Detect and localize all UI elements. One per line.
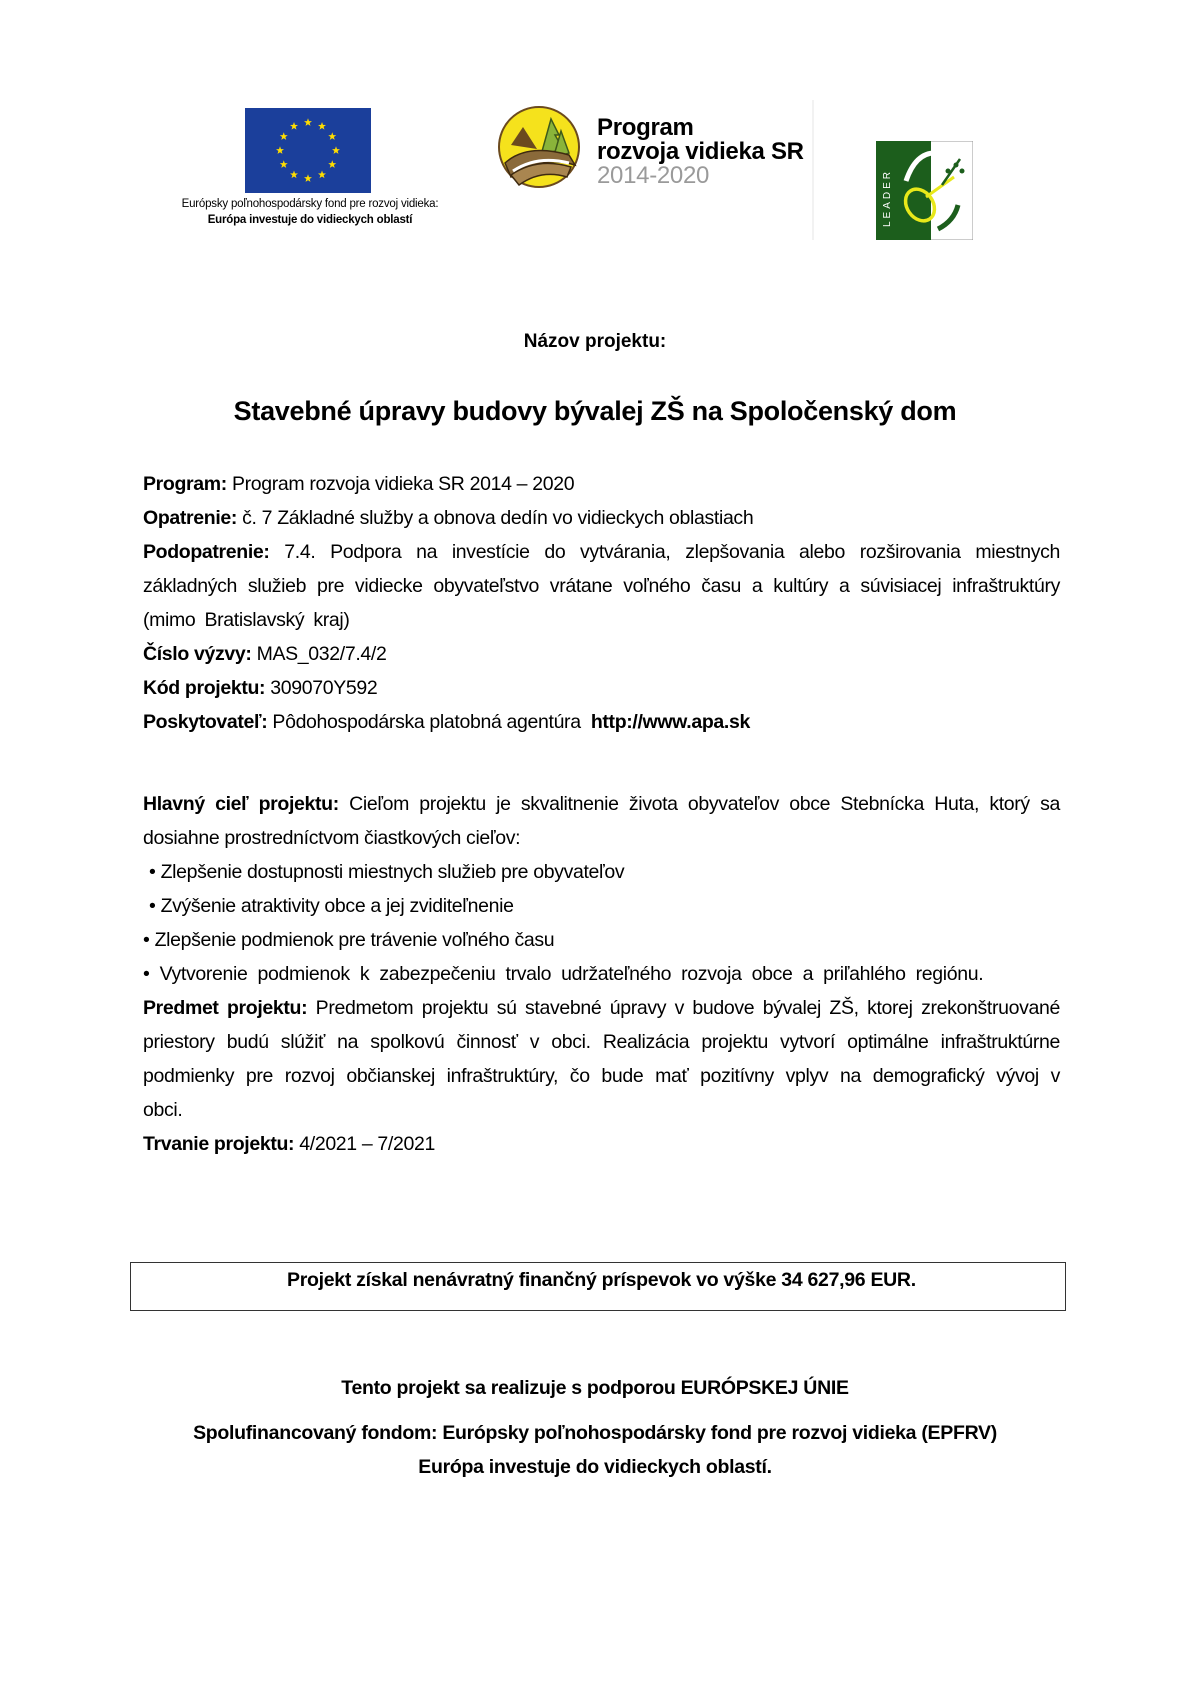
eu-star-icon (290, 122, 298, 130)
detail-program: Program: Program rozvoja vidieka SR 2014 – 2020 (143, 473, 575, 495)
grant-text: Projekt získal nenávratný finančný príspevok vo výške 34 627,96 EUR. (287, 1269, 916, 1291)
prv-years: 2014-2020 (597, 162, 710, 189)
prv-line1: Program (597, 114, 694, 141)
eu-star-icon (318, 171, 326, 179)
project-goal (143, 787, 1060, 1161)
footer-cofinanced: Spolufinancovaný fondom: Európsky poľnohospodársky fond pre rozvoj vidieka (EPFRV) (193, 1422, 997, 1444)
bullet-icon: • (149, 895, 156, 917)
eu-star-icon (318, 122, 326, 130)
goal-bullet-list (143, 855, 1060, 991)
eu-star-icon (332, 146, 340, 154)
detail-opatrenie: Opatrenie: č. 7 Základné služby a obnova dedín vo vidieckych oblastiach (143, 507, 754, 529)
eu-star-icon (280, 132, 288, 140)
goal-bullet: • Zvýšenie atraktivity obce a jej zviditeľnenie (149, 895, 514, 917)
duration-value: 4/2021 – 7/2021 (294, 1133, 435, 1155)
logo-divider (812, 100, 814, 240)
goal-label: Hlavný cieľ projektu: (143, 793, 339, 815)
detail-kod-projektu: Kód projektu: 309070Y592 (143, 677, 378, 699)
detail-cislo-vyzvy: Číslo výzvy: MAS_032/7.4/2 (143, 643, 387, 665)
eu-caption-line2: Európa investuje do vidieckych oblastí (207, 214, 413, 226)
bullet-icon: • (143, 963, 150, 985)
goal-bullet: • Vytvorenie podmienok k zabezpečeniu trvalo udržateľného rozvoja obce a priľahlého regiónu. (143, 963, 984, 985)
eu-flag-icon (245, 108, 371, 193)
eu-star-icon (304, 118, 312, 126)
eu-star-icon (328, 132, 336, 140)
leader-label: LEADER (882, 168, 893, 227)
eu-star-icon (280, 160, 288, 168)
eu-star-icon (304, 174, 312, 182)
duration-label: Trvanie projektu: (143, 1133, 295, 1155)
eu-star-icon (290, 171, 298, 179)
project-name-label: Názov projektu: (523, 331, 667, 352)
project-duration (143, 1127, 1060, 1161)
project-details (143, 467, 1060, 739)
detail-podopatrenie: Podopatrenie: 7.4. Podpora na investície do vytvárania, zlepšovania alebo rozširovania miestnych základných služieb pre vidiecke obyvateľstvo vrátane voľného času a kultúry a súvisiacej infraštruktúry (mimo Bratislavský kraj) (143, 541, 1060, 631)
footer-eu-support: Tento projekt sa realizuje s podporou EURÓPSKEJ ÚNIE (341, 1377, 849, 1399)
apa-link[interactable]: http://www.apa.sk (590, 711, 750, 733)
subject-label: Predmet projektu: (143, 997, 308, 1019)
eu-fund-caption (140, 196, 480, 228)
leader-logo-icon (876, 141, 973, 240)
eu-star-icon (328, 160, 336, 168)
eu-star-icon (276, 146, 284, 154)
footer-slogan: Európa investuje do vidieckych oblastí. (418, 1456, 772, 1478)
goal-text: Cieľom projektu je skvalitnenie života obyvateľov obce Stebnícka Huta, ktorý sa dosiahne prostredníctvom čiastkových cieľov: (143, 793, 1060, 849)
goal-bullet: • Zlepšenie dostupnosti miestnych služieb pre obyvateľov (149, 861, 625, 883)
prv-line2: rozvoja vidieka SR (597, 138, 804, 165)
detail-poskytovatel: Poskytovateľ: Pôdohospodárska platobná agentúra http://www.apa.sk (143, 711, 750, 733)
bullet-icon: • (149, 861, 156, 883)
project-subject (143, 991, 1060, 1127)
prv-logo-text (597, 116, 804, 188)
project-title: Stavebné úpravy budovy bývalej ZŠ na Spoločenský dom (233, 396, 957, 426)
subject-text: Predmetom projektu sú stavebné úpravy v budove bývalej ZŠ, ktorej zrekonštruované priestory budú slúžiť na spolkovú činnosť v obci. Realizácia projektu vytvorí optimálne infraštruktúrne podmienky pre rozvoj občianskej infraštruktúry, čo bude mať pozitívny vplyv na demografický vývoj v obci. (143, 997, 1060, 1121)
prv-landscape-logo-icon (497, 105, 581, 189)
eu-caption-line1: Európsky poľnohospodársky fond pre rozvoj vidieka: (181, 198, 439, 210)
bullet-icon: • (143, 929, 150, 951)
goal-bullet: • Zlepšenie podmienok pre trávenie voľného času (143, 929, 555, 951)
